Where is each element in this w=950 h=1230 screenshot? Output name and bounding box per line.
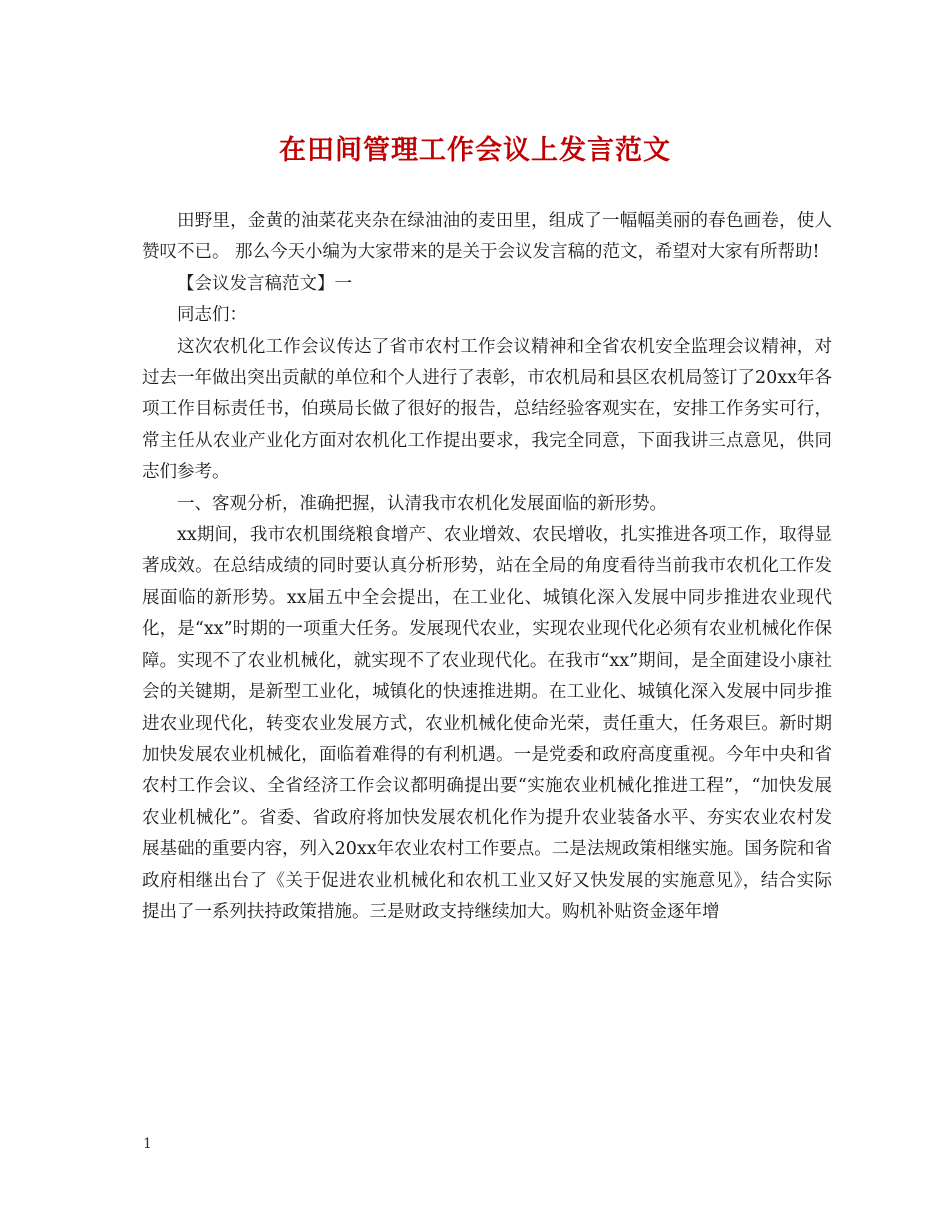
paragraph-meeting-summary: 这次农机化工作会议传达了省市农村工作会议精神和全省农机安全监理会议精神，对过去一年做出突出贡献的单位和个人进行了表彰，市农机局和县区农机局签订了20xx年各项工作目标责任书，伯瑛局长做了很好的报告，总结经验客观实在，安排工作务实可行，常主任从农业产业化方面对农机化工作提出要求，我完全同意，下面我讲三点意见，供同志们参考。 [142,336,832,483]
document-body [142,206,832,928]
page-title: 在田间管理工作会议上发言范文 [279,135,671,166]
paragraph-section-heading: 【会议发言稿范文】一 [177,273,352,294]
paragraph-point-one-heading: 一、客观分析，准确把握，认清我市农机化发展面临的新形势。 [177,493,667,514]
page-number: 1 [143,1136,152,1152]
paragraph-intro: 田野里，金黄的油菜花夹杂在绿油油的麦田里，组成了一幅幅美丽的春色画卷，使人赞叹不已。 那么今天小编为大家带来的是关于会议发言稿的范文，希望对大家有所帮助! [142,211,832,263]
paragraph-salutation: 同志们： [177,305,247,326]
paragraph-point-one-body: xx期间，我市农机围绕粮食增产、农业增效、农民增收，扎实推进各项工作，取得显著成效。在总结成绩的同时要认真分析形势，站在全局的角度看待当前我市农机化工作发展面临的新形势。xx届五中全会提出，在工业化、城镇化深入发展中同步推进农业现代化，是“xx”时期的一项重大任务。发展现代农业，实现农业现代化必须有农业机械化作保障。实现不了农业机械化，就实现不了农业现代化。在我市“xx”期间，是全面建设小康社会的关键期，是新型工业化，城镇化的快速推进期。在工业化、城镇化深入发展中同步推进农业现代化，转变农业发展方式，农业机械化使命光荣，责任重大，任务艰巨。新时期加快发展农业机械化，面临着难得的有利机遇。一是党委和政府高度重视。今年中央和省农村工作会议、全省经济工作会议都明确提出要“实施农业机械化推进工程”，“加快发展农业机械化”。省委、省政府将加快发展农机化作为提升农业装备水平、夯实农业农村发展基础的重要内容，列入20xx年农业农村工作要点。二是法规政策相继实施。国务院和省政府相继出台了《关于促进农业机械化和农机工业又好又快发展的实施意见》，结合实际提出了一系列扶持政策措施。三是财政支持继续加大。购机补贴资金逐年增 [142,525,832,922]
